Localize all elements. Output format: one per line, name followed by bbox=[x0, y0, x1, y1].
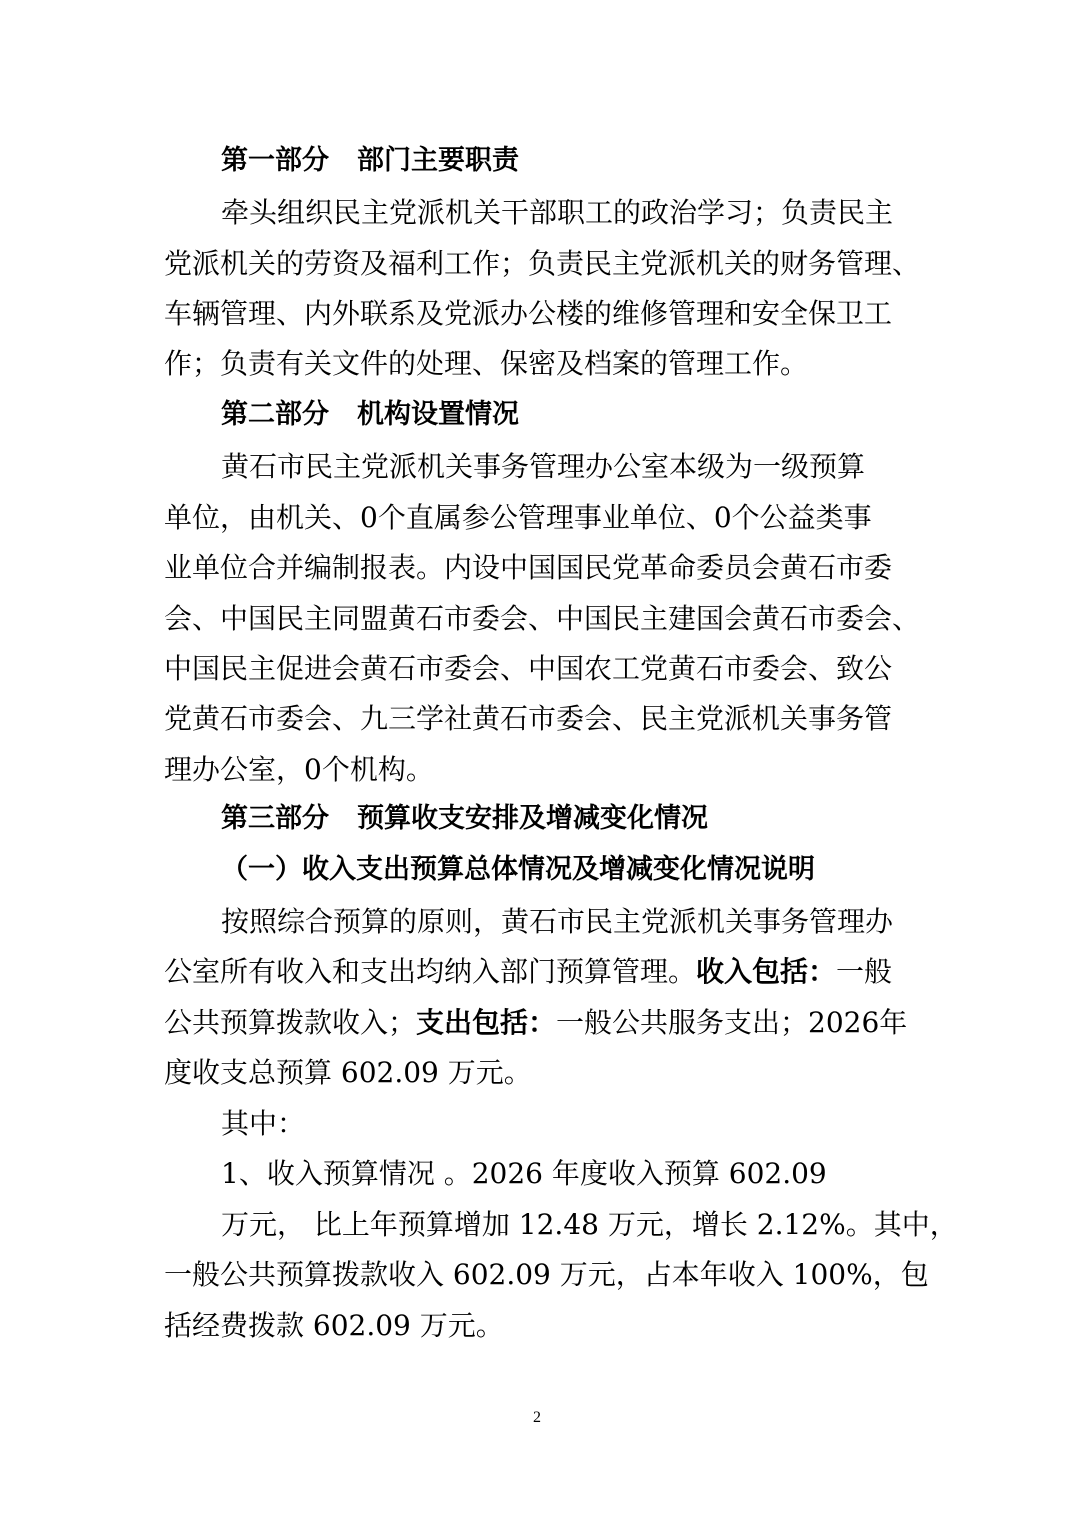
paragraph-line: 牵头组织民主党派机关干部职工的政治学习；负责民主 bbox=[221, 196, 894, 229]
paragraph-line: 黄石市民主党派机关事务管理办公室本级为一级预算 bbox=[221, 450, 866, 483]
paragraph-line: 其中： bbox=[221, 1107, 306, 1140]
paragraph-line: 会、中国民主同盟黄石市委会、中国民主建国会黄石市委会、 bbox=[164, 602, 921, 635]
section-2-heading bbox=[221, 397, 519, 433]
paragraph-line: 党黄石市委会、九三学社黄石市委会、民主党派机关事务管 bbox=[164, 702, 893, 735]
paragraph-line bbox=[164, 954, 892, 990]
section-2-number: 第二部分 bbox=[221, 399, 329, 430]
section-3-number: 第三部分 bbox=[221, 803, 329, 834]
section-1-number: 第一部分 bbox=[221, 145, 329, 176]
paragraph-line: 单位，由机关、0个直属参公管理事业单位、0个公益类事 bbox=[164, 501, 872, 534]
section-1-title: 部门主要职责 bbox=[357, 145, 519, 176]
paragraph-line bbox=[164, 1005, 907, 1041]
paragraph-line: 万元， 比上年预算增加 12.48 万元，增长 2.12%。其中， bbox=[221, 1208, 958, 1241]
paragraph-line: 作；负责有关文件的处理、保密及档案的管理工作。 bbox=[164, 347, 809, 380]
paragraph-line: 理办公室，0个机构。 bbox=[164, 753, 434, 786]
paragraph-line: 一般公共预算拨款收入 602.09 万元，占本年收入 100%，包 bbox=[164, 1258, 929, 1291]
paragraph-line: 党派机关的劳资及福利工作；负责民主党派机关的财务管理、 bbox=[164, 247, 921, 280]
paragraph-line: 车辆管理、内外联系及党派办公楼的维修管理和安全保卫工 bbox=[164, 297, 893, 330]
text-run: 一般公共服务支出；2026年 bbox=[556, 1006, 908, 1039]
section-3-heading bbox=[221, 801, 708, 837]
income-includes-label: 收入包括： bbox=[696, 955, 837, 988]
paragraph-line: 按照综合预算的原则，黄石市民主党派机关事务管理办 bbox=[221, 905, 894, 938]
text-run: 一般 bbox=[836, 955, 893, 988]
page-number: 2 bbox=[533, 1409, 541, 1426]
paragraph-line: 括经费拨款 602.09 万元。 bbox=[164, 1309, 504, 1342]
text-run: 公室所有收入和支出均纳入部门预算管理。 bbox=[164, 955, 697, 988]
paragraph-line: 1、收入预算情况 。2026 年度收入预算 602.09 bbox=[221, 1157, 827, 1190]
paragraph-line: 度收支总预算 602.09 万元。 bbox=[164, 1056, 532, 1089]
section-2-title: 机构设置情况 bbox=[357, 399, 519, 430]
subsection-heading: （一）收入支出预算总体情况及增减变化情况说明 bbox=[221, 854, 815, 885]
section-3-title: 预算收支安排及增减变化情况 bbox=[357, 803, 708, 834]
paragraph-line: 业单位合并编制报表。内设中国国民党革命委员会黄石市委 bbox=[164, 551, 893, 584]
expense-includes-label: 支出包括： bbox=[416, 1006, 557, 1039]
paragraph-line: 中国民主促进会黄石市委会、中国农工党黄石市委会、致公 bbox=[164, 652, 893, 685]
text-run: 公共预算拨款收入； bbox=[164, 1006, 417, 1039]
section-1-heading bbox=[221, 143, 519, 179]
